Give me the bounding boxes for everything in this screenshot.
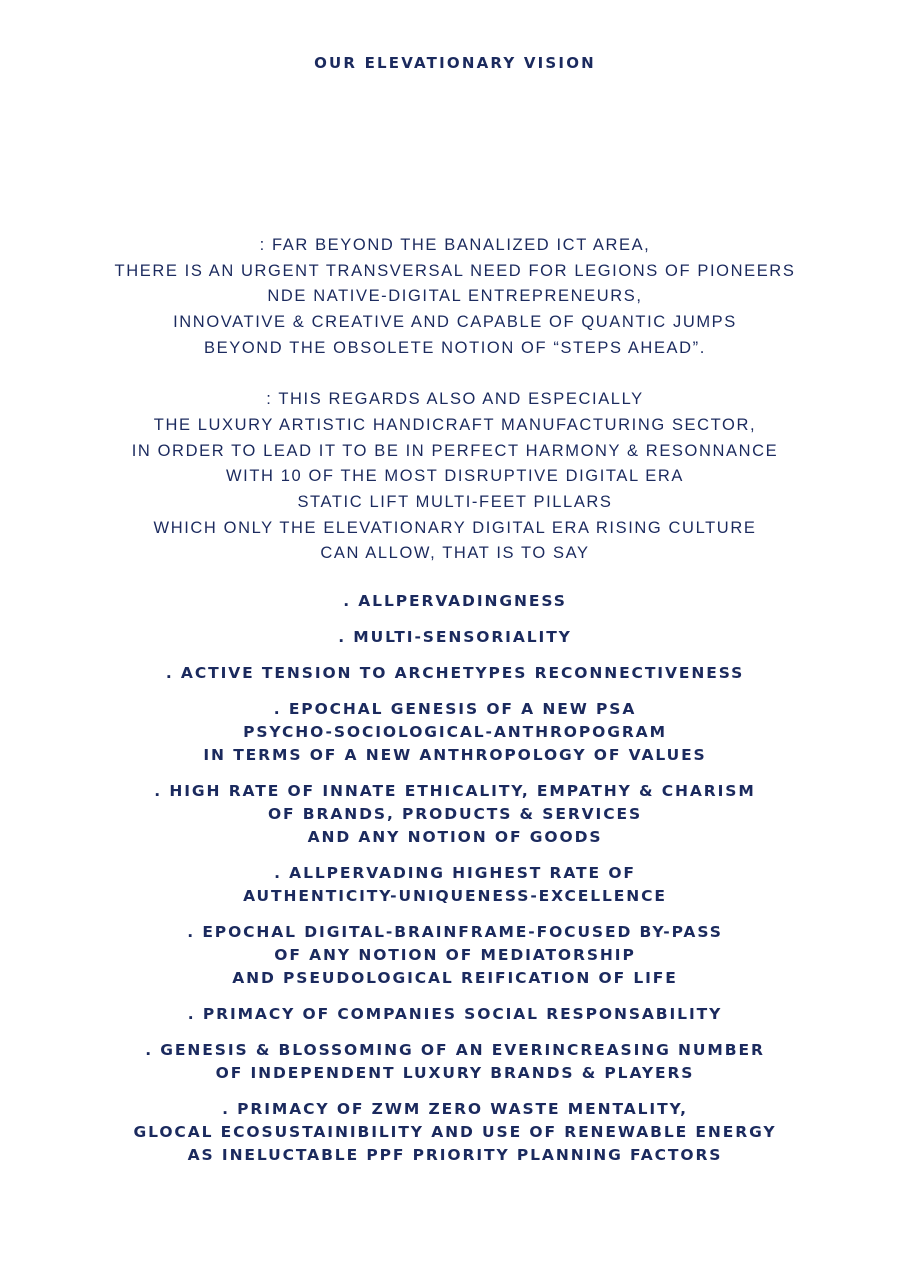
intro-paragraph (0, 387, 910, 567)
intro-line: : THIS REGARDS ALSO AND ESPECIALLY (266, 390, 644, 409)
intro-line: NDE NATIVE-DIGITAL ENTREPRENEURS, (267, 287, 643, 306)
pillar-item (0, 1039, 910, 1085)
pillar-line: AUTHENTICITY-UNIQUENESS-EXCELLENCE (243, 887, 667, 905)
pillar-line: OF BRANDS, PRODUCTS & SERVICES (267, 805, 643, 823)
pillar-item (0, 626, 910, 649)
intro-line: WITH 10 OF THE MOST DISRUPTIVE DIGITAL ERA (225, 467, 685, 486)
pillar-line: AND PSEUDOLOGICAL REIFICATION OF LIFE (232, 969, 678, 987)
pillar-line: PSYCHO-SOCIOLOGICAL-ANTHROPOGRAM (243, 723, 667, 741)
pillar-line: . EPOCHAL GENESIS OF A NEW PSA (273, 700, 637, 718)
pillar-line: . HIGH RATE OF INNATE ETHICALITY, EMPATHY & CHARISM (154, 782, 756, 800)
intro-section (0, 233, 910, 567)
pillar-item (0, 921, 910, 990)
pillar-line: . ALLPERVADINGNESS (343, 592, 567, 610)
pillar-line: AS INELUCTABLE PPF PRIORITY PLANNING FACTORS (187, 1146, 723, 1164)
intro-line: THE LUXURY ARTISTIC HANDICRAFT MANUFACTURING SECTOR, (153, 415, 757, 434)
pillar-item (0, 590, 910, 613)
pillar-line: GLOCAL ECOSUSTAINIBILITY AND USE OF RENEWABLE ENERGY (133, 1123, 777, 1141)
intro-line: THERE IS AN URGENT TRANSVERSAL NEED FOR LEGIONS OF PIONEERS (114, 261, 796, 280)
pillar-line: . GENESIS & BLOSSOMING OF AN EVERINCREASING NUMBER (145, 1041, 765, 1059)
intro-line: BEYOND THE OBSOLETE NOTION OF “STEPS AHEAD”. (204, 338, 706, 357)
pillar-item (0, 780, 910, 849)
pillar-item (0, 862, 910, 908)
pillar-item (0, 1098, 910, 1167)
pillar-item (0, 662, 910, 685)
intro-line: : FAR BEYOND THE BANALIZED ICT AREA, (259, 236, 651, 254)
pillar-item (0, 698, 910, 767)
pillar-line: . PRIMACY OF COMPANIES SOCIAL RESPONSABILITY (187, 1005, 723, 1023)
pillar-line: . EPOCHAL DIGITAL-BRAINFRAME-FOCUSED BY-PASS (187, 923, 723, 941)
intro-line: IN ORDER TO LEAD IT TO BE IN PERFECT HARMONY & RESONNANCE (131, 441, 779, 460)
pillar-line: . PRIMACY OF ZWM ZERO WASTE MENTALITY, (222, 1100, 688, 1118)
pillar-line: . ALLPERVADING HIGHEST RATE OF (274, 864, 636, 882)
pillars-list (0, 590, 910, 1180)
intro-paragraph (0, 233, 910, 361)
intro-line: CAN ALLOW, THAT IS TO SAY (320, 544, 590, 563)
page-title: OUR ELEVATIONARY VISION (314, 54, 596, 72)
pillar-line: . MULTI-SENSORIALITY (338, 628, 572, 646)
intro-line: INNOVATIVE & CREATIVE AND CAPABLE OF QUANTIC JUMPS (173, 313, 737, 332)
pillar-item (0, 1003, 910, 1026)
pillar-line: AND ANY NOTION OF GOODS (307, 828, 603, 846)
intro-line: WHICH ONLY THE ELEVATIONARY DIGITAL ERA RISING CULTURE (153, 518, 757, 537)
intro-line: STATIC LIFT MULTI-FEET PILLARS (297, 492, 613, 511)
pillar-line: OF ANY NOTION OF MEDIATORSHIP (274, 946, 636, 964)
pillar-line: OF INDEPENDENT LUXURY BRANDS & PLAYERS (215, 1064, 695, 1082)
pillar-line: . ACTIVE TENSION TO ARCHETYPES RECONNECTIVENESS (165, 664, 745, 682)
pillar-line: IN TERMS OF A NEW ANTHROPOLOGY OF VALUES (203, 746, 707, 764)
